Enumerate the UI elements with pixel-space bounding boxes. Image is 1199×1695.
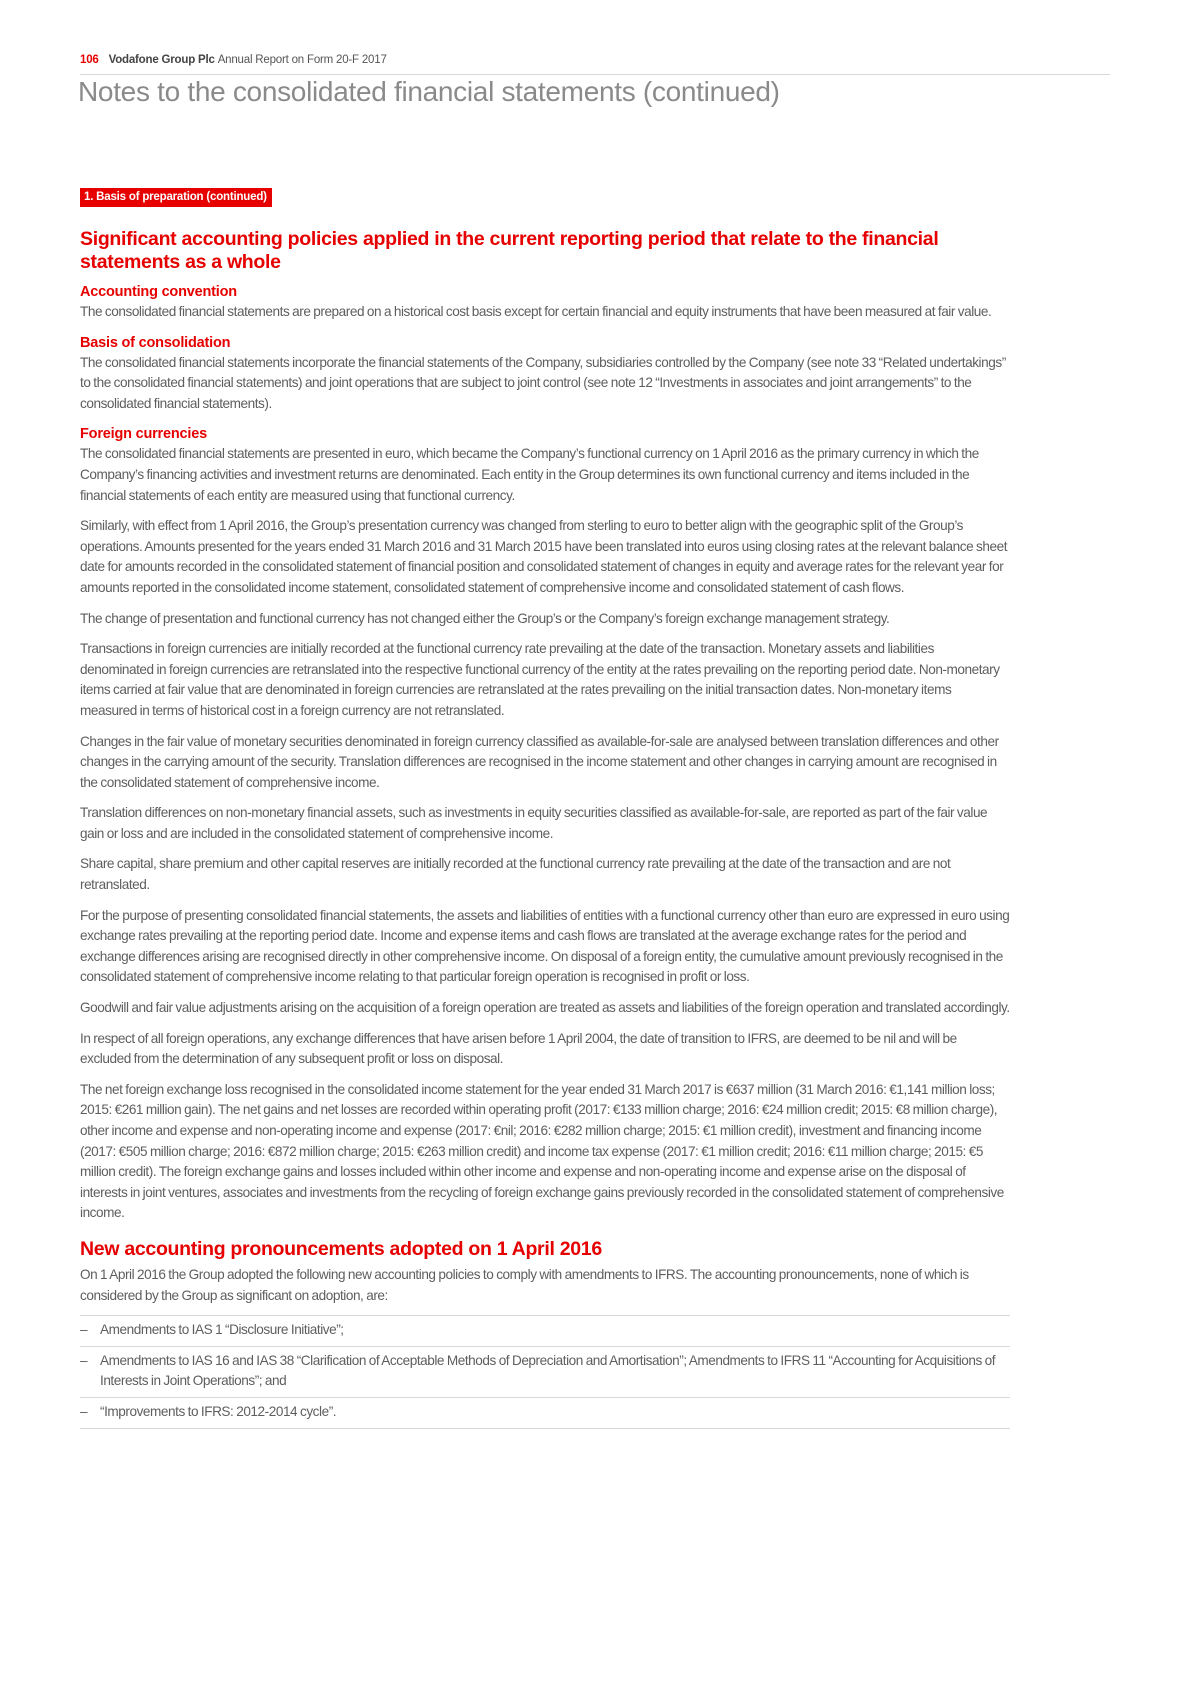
paragraph: Translation differences on non-monetary financial assets, such as investments in equity securities classified as available-for-sale, are reported as part of the fair value gain or loss and are included in the consolidated statement of comprehensive income. (80, 805, 988, 841)
paragraph: Goodwill and fair value adjustments arising on the acquisition of a foreign operation are treated as assets and liabilities of the foreign operation and translated accordingly. (80, 1000, 1010, 1016)
main-heading: Significant accounting policies applied in the current reporting period that relate to the financial statements as a whole (80, 228, 939, 273)
section-basis-of-consolidation (80, 333, 1010, 415)
list-item (80, 1347, 1010, 1398)
heading-foreign-currencies: Foreign currencies (80, 426, 207, 443)
dash-bullet-icon: – (80, 1322, 88, 1338)
running-header (80, 54, 1110, 66)
paragraph: Transactions in foreign currencies are initially recorded at the functional currency rate prevailing at the date of the transaction. Monetary assets and liabilities denominated in foreign currencies are retranslated into the respective functional currency of the entity at the rates prevailing on the reporting period date. Non-monetary items carried at fair value that are denominated in foreign currencies are retranslated at the rates prevailing on the initial transaction dates. Non-monetary items measured in terms of historical cost in a foreign currency are not retranslated. (80, 641, 1000, 718)
section-new-pronouncements (80, 1238, 1010, 1429)
paragraph: The net foreign exchange loss recognised in the consolidated income statement for the year ended 31 March 2017 is €637 million (31 March 2016: €1,141 million loss; 2015: €261 million gain). The net gains and net losses are recorded within operating profit (2017: €133 million charge; 2016: €24 million credit; 2015: €8 million charge), other income and expense and non-operating income and expense (2017: €nil; 2016: €282 million charge; 2015: €1 million credit), investment and financing income (2017: €505 million charge; 2016: €872 million charge; 2015: €263 million credit) and income tax expense (2017: €1 million credit; 2016: €11 million charge; 2015: €5 million credit). The foreign exchange gains and losses included within other income and expense and non-operating income and expense arise on the disposal of interests in joint ventures, associates and investments from the recycling of foreign exchange gains previously recorded in the consolidated statement of comprehensive income. (80, 1081, 1004, 1221)
paragraph: Share capital, share premium and other capital reserves are initially recorded at the functional currency rate prevailing at the date of the transaction and are not retranslated. (80, 856, 951, 893)
list-item-text: Amendments to IAS 1 “Disclosure Initiative”; (100, 1322, 344, 1338)
section-tag: 1. Basis of preparation (continued) (80, 188, 272, 207)
paragraph: The consolidated financial statements are presented in euro, which became the Company’s functional currency on 1 April 2016 as the primary currency in which the Company’s financing activities and investment returns are denominated. Each entity in the Group determines its own functional currency and items included in the financial statements of each entity are measured using that functional currency. (80, 446, 979, 503)
paragraph: The consolidated financial statements are prepared on a historical cost basis except for certain financial and equity instruments that have been measured at fair value. (80, 304, 992, 319)
heading-accounting-convention: Accounting convention (80, 284, 237, 300)
list-item (80, 1398, 1010, 1429)
paragraph: The change of presentation and functional currency has not changed either the Group’s or the Company’s foreign exchange management strategy. (80, 610, 890, 626)
heading-basis-of-consolidation: Basis of consolidation (80, 334, 231, 351)
heading-new-pronouncements: New accounting pronouncements adopted on 1 April 2016 (80, 1237, 602, 1260)
header-divider (80, 74, 1110, 75)
section-accounting-convention (80, 282, 1010, 323)
document-body (80, 228, 1010, 1429)
list-item-text: “Improvements to IFRS: 2012-2014 cycle”. (100, 1403, 337, 1419)
section-foreign-currencies (80, 424, 1010, 1224)
paragraph: Similarly, with effect from 1 April 2016, the Group’s presentation currency was changed from sterling to euro to better align with the geographic split of the Group’s operations. Amounts presented for the years ended 31 March 2016 and 31 March 2015 have been translated into euros using closing rates at the relevant balance sheet date for amounts recorded in the consolidated statement of financial position and consolidated statement of changes in equity and average rates for the relevant year for amounts reported in the consolidated income statement, consolidated statement of comprehensive income and consolidated statement of cash flows. (80, 518, 1008, 595)
paragraph: The consolidated financial statements incorporate the financial statements of the Company, subsidiaries controlled by the Company (see note 33 “Related undertakings” to the consolidated financial statements) and joint operations that are subject to joint control (see note 12 “Investments in associates and joint arrangements” to the consolidated financial statements). (80, 354, 1006, 411)
page-title: Notes to the consolidated financial statements (continued) (78, 76, 780, 107)
pronouncements-list (80, 1315, 1010, 1428)
company-name: Vodafone Group Plc (108, 54, 215, 66)
list-item-text: Amendments to IAS 16 and IAS 38 “Clarification of Acceptable Methods of Depreciation and Amortisation”; Amendments to IFRS 11 “Accounting for Acquisitions of Interests in Joint Operations”; and (100, 1352, 996, 1389)
paragraph: On 1 April 2016 the Group adopted the following new accounting policies to comply with amendments to IFRS. The accounting pronouncements, none of which is considered by the Group as significant on adoption, are: (80, 1266, 969, 1303)
dash-bullet-icon: – (80, 1403, 88, 1419)
report-name: Annual Report on Form 20-F 2017 (217, 54, 387, 66)
paragraph: In respect of all foreign operations, any exchange differences that have arisen before 1 April 2004, the date of transition to IFRS, are deemed to be nil and will be excluded from the determination of any subsequent profit or loss on disposal. (80, 1030, 957, 1067)
dash-bullet-icon: – (80, 1352, 88, 1368)
paragraph: For the purpose of presenting consolidated financial statements, the assets and liabilities of entities with a functional currency other than euro are expressed in euro using exchange rates prevailing at the reporting period date. Income and expense items and cash flows are translated at the average exchange rates for the period and exchange differences arising are recognised directly in other comprehensive income. On disposal of a foreign entity, the cumulative amount previously recognised in the consolidated statement of comprehensive income relating to that particular foreign operation is recognised in profit or loss. (80, 907, 1010, 985)
page-number: 106 (80, 54, 99, 66)
list-item (80, 1316, 1010, 1347)
paragraph: Changes in the fair value of monetary securities denominated in foreign currency classified as available-for-sale are analysed between translation differences and other changes in the carrying amount of the security. Translation differences are recognised in the income statement and other changes in carrying amount are recognised in the consolidated statement of comprehensive income. (80, 733, 999, 790)
